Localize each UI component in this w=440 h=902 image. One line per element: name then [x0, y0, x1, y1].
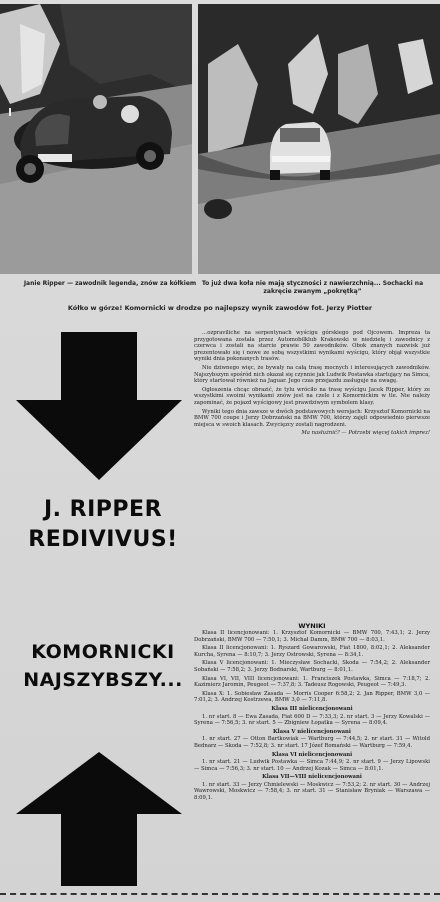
result-class-heading: Klasa VI nielicencjonowani [271, 751, 353, 758]
headline-line-1: J. RIPPER [43, 497, 163, 522]
bottom-divider [0, 893, 440, 895]
results-title: WYNIKI [298, 622, 326, 630]
article-paragraph: …ozpraviliche na serpentynach wyścigu górskiego pod Ojcowem. Impreza ta przygotowana została przez Automobilklub Krakowski w niedzielę i zawodnicy z czerwca i zostali na starcie prawie 50 zawodników. Obok znanych nazwisk już prezentowało się i nowe ze sobą wszystkimi wynikami wyścigu, który objął wszystkie wyniki dnia pokonanych trasów. [194, 330, 430, 363]
photo-vintage-racecar [0, 4, 192, 274]
result-line: Klasa II licencjonowani: 1. Krzysztof Komornicki — BMW 700, 7:43,1; 2. Jerzy Dobrzański, BMW 700 — 7:50,1; 3. Michał Damm, BMW 700 — 8:03,1. [194, 630, 430, 643]
result-class-heading: Klasa VII—VIII nielicencjonowani [262, 774, 362, 781]
article-body [194, 330, 430, 439]
result-line: 1. nr start. 27 — Otton Bartkowiak — Wartburg — 7:44,5; 2. nr start. 31 — Witold Bednarz — Skoda — 7:52,8; 3. nr start. 17 Józef Romański — Wartburg — 7:59,4. [194, 736, 430, 749]
headline-line-2: REDIVIVUS! [28, 527, 178, 552]
result-line: Klasa X: 1. Sobiesław Zasada — Morris Cooper 6:58,2; 2. Jan Ripper, BMW 3,0 — 7:01,2; 3. Andrzej Kostrzewa, BMW 3,0 — 7:11,8. [194, 690, 430, 704]
article-closing: Ma nasłużnić? — Potrzebi więcej takich imprez! [301, 430, 430, 437]
result-line: Klasa VI, VII, VIII licencjonowani: 1. Franciszek Postawka, Simca — 7:18,7; 2. Kazimierz Jaromin, Peugeot — 7:37,8; 3. Tadeusz Rogowski, Peugeot — 7:49,3. [194, 675, 430, 689]
article-paragraph: Ogłoszenia chcąc obrazić, że tylu wróciło na trasę wyścigu Jacek Ripper, który ze wszystkimi swoimi wynikami znów jest na czele i z Komornickim w tle. Nie należy zapominać, że pojazd wyścigowy jest prawdziwym symbolem klasy. [194, 386, 430, 406]
result-line: 1. nr start. 33 — Jerzy Chmielewski — Moskwicz — 7:53,2; 2. nr start. 30 — Andrzej Wawrowski, Moskwicz — 7:58,4; 3. nr start. 31 — Stanisław Bryniak — Warszawa — 8:09,1. [194, 781, 430, 802]
result-line: 1. nr start. 21 — Ludwik Postawka — Simca 7:44,9; 2. nr start. 9 — Jerzy Lipowski — Simca — 7:56,3; 3. nr start. 10 — Andrzej Kozak — Simca — 8:01,1. [194, 759, 430, 772]
result-line: 1. nr start. 8 — Ewa Zasada, Fiat 600 D — 7:33,3; 2. nr start. 3 — Jerzy Kowalski — Syrena — 7:56,5; 3. nr start. 5 — Zbigniew Łopatka — Syrena — 8:09,4. [194, 713, 430, 727]
article-paragraph: Nie dziwnego więc, że bywały na całą trasę mocnych i interesujących zawodników. Najszybszym spośród nich okazał się czynnie jak Ludwik Postawka startujący na Simca, który startował również na Jaguar. Jego czas przejazdu zasługuje na uwagę. [194, 364, 430, 385]
caption-left-photo: Janie Ripper — zawodnik legenda, znów za kółkiem [23, 280, 197, 287]
result-class-heading: Klasa V nielicencjonowani [273, 728, 351, 735]
result-class-heading: Klasa III nielicencjonowani [271, 705, 353, 712]
results-list [194, 630, 430, 804]
arrow-up-graphic [16, 752, 182, 886]
caption-right-photo: To już dwa koła nie mają styczności z nawierzchnią... Sochacki na zakręcie zwanym „pokrętką” [201, 280, 424, 295]
photo-car-on-curve [198, 4, 440, 274]
headline-line-3: KOMORNICKI [31, 641, 175, 663]
result-line: Klasa II licencjonowani: 1. Ryszard Gowarowski, Fiat 1800, 8:02,1; 2. Aleksander Kurcha, Syrena — 8:10,7; 3. Jerzy Ostrowski, Syrena — 8:34,1. [194, 645, 430, 658]
caption-bottom: Kółko w górze! Komornicki w drodze po najlepszy wynik zawodów fot. Jerzy Piotter [67, 304, 373, 312]
headline-line-4: NAJSZYBSZY... [23, 669, 183, 691]
article-paragraph: Wyniki tego dnia zawsze w dwóch podstawowych wersjach: Krzysztof Komornicki na BMW 700 coupe i Jerzy Dobrzański na BMW 700, którzy zajęli odpowiednio pierwsze miejsca w swoich klasach. Zwycięzcy zostali nagrodzeni. [194, 408, 430, 428]
arrow-down-graphic [16, 332, 182, 480]
result-line: Klasa V licencjonowani: 1. Mieczysław Sochacki, Skoda — 7:54,2; 2. Aleksander Sobański — 7:58,2; 3. Jerzy Bodnarski, Wartburg — 8:01,1. [194, 660, 430, 673]
